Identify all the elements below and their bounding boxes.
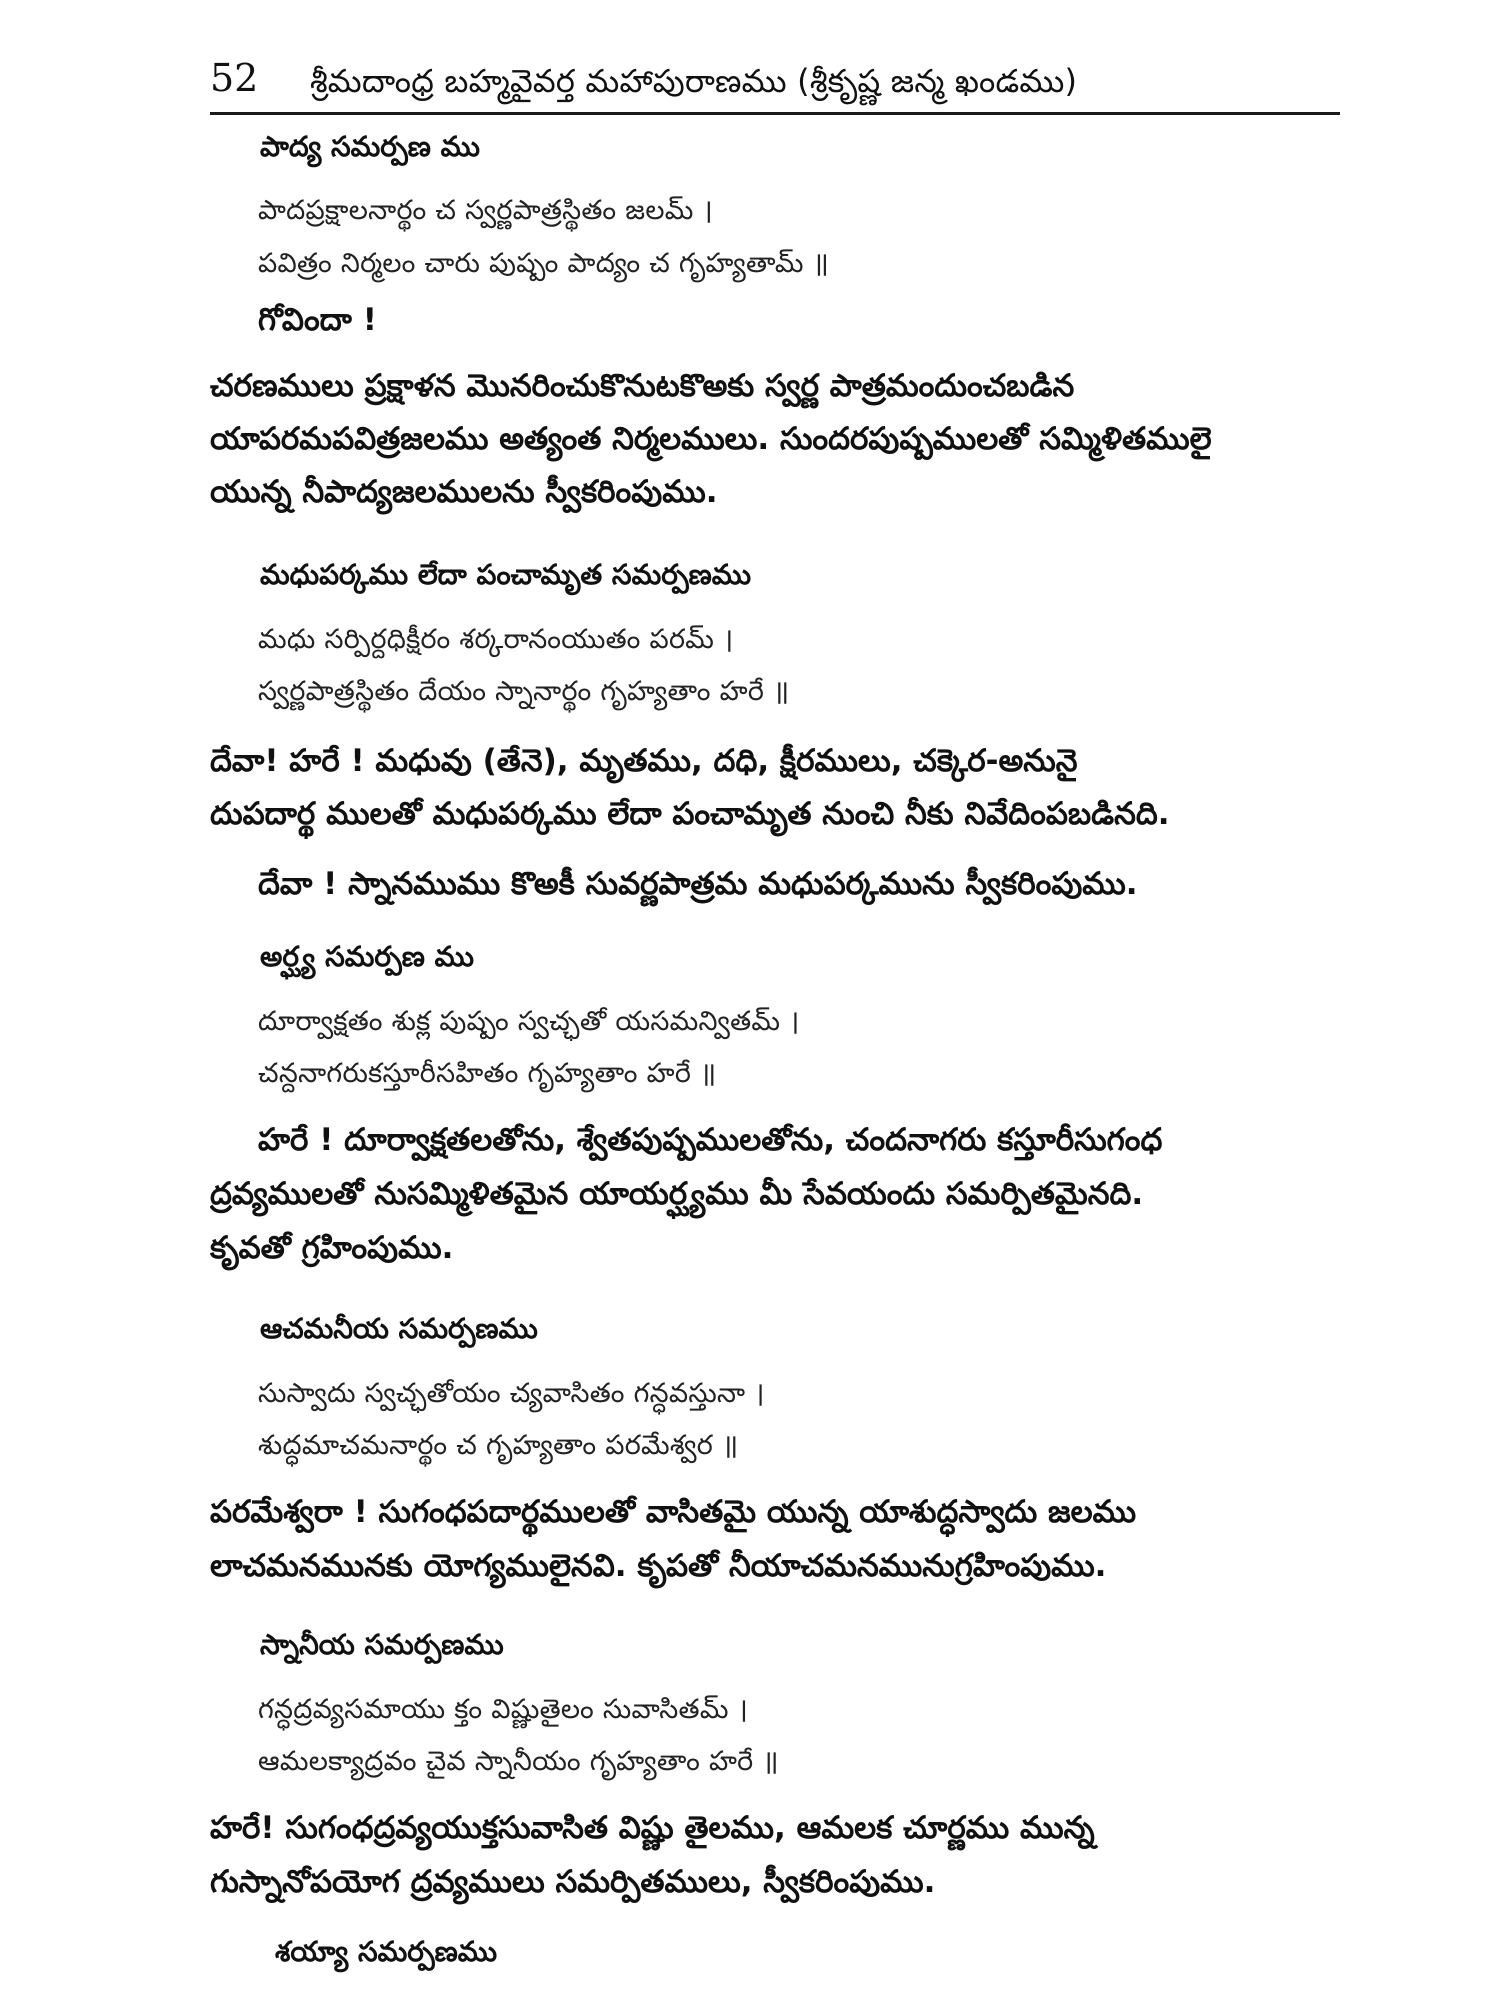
section-heading: ఆచమనీయ సమర్పణము bbox=[260, 1312, 538, 1345]
paragraph-line: దుపదార్థ ములతో మధుపర్కము లేదా పంచామృత నుంచి నీకు నివేదింపబడినది. bbox=[210, 796, 1170, 832]
section-heading: శయ్యా సమర్పణము bbox=[275, 1935, 498, 1968]
paragraph-line: దేవా ! స్నానముము కొఅకీ సువర్ణపాత్రమ మధుపర్కమును స్వీకరింపుము. bbox=[258, 866, 1138, 902]
verse-line: చన్దనాగరుకస్తూరీసహితం గృహ్యతాం హరే ॥ bbox=[258, 1058, 717, 1089]
section-heading: స్నానీయ సమర్పణము bbox=[260, 1628, 504, 1661]
paragraph-line: లాచమనమునకు యోగ్యములైనవి. కృపతో నీయాచమనమునుగ్రహింపుము. bbox=[210, 1548, 1107, 1584]
paragraph-line: యాపరమపవిత్రజలము అత్యంత నిర్మలములు. సుందరపుష్పములతో సమ్మిళితములై bbox=[210, 421, 1212, 457]
paragraph-line: హరే! సుగంధద్రవ్యయుక్తసువాసిత విష్ణు తైలము, ఆమలక చూర్ణము మున్న bbox=[210, 1810, 1095, 1846]
paragraph-line: ద్రవ్యములతో నుసమ్మిళితమైన యాయర్ఘ్యము మీ సేవయందు సమర్పితమైనది. bbox=[210, 1176, 1144, 1212]
verse-line: పాదప్రక్షాలనార్థం చ స్వర్ణపాత్రస్థితం జలమ్ । bbox=[258, 195, 714, 226]
verse-line: శుద్ధమాచమనార్థం చ గృహ్యతాం పరమేశ్వర ॥ bbox=[258, 1430, 739, 1461]
verse-line: మధు సర్పిర్దధిక్షీరం శర్కరానంయుతం పరమ్ । bbox=[258, 624, 734, 655]
verse-line: దూర్వాక్షతం శుక్ల పుష్పం స్వచ్ఛతో యసమన్వితమ్ । bbox=[258, 1006, 800, 1037]
paragraph-line: కృవతో గ్రహింపుము. bbox=[210, 1230, 454, 1266]
paragraph-line: చరణములు ప్రక్షాళన మొనరించుకొనుటకొఅకు స్వర్ణ పాత్రమందుంచబడిన bbox=[210, 368, 1075, 404]
page-header bbox=[210, 52, 1340, 112]
section-heading: మధుపర్కము లేదా పంచామృత సమర్పణము bbox=[260, 558, 752, 591]
verse-line: స్వర్ణపాత్రస్థితం దేయం స్నానార్థం గృహ్యతాం హరే ॥ bbox=[258, 676, 790, 707]
verse-line: గన్ధద్రవ్యసమాయు క్తం విష్ణుతైలం సువాసితమ్ । bbox=[258, 1694, 749, 1725]
page-number: 52 bbox=[210, 56, 259, 100]
paragraph-line: దేవా! హరే ! మధువు (తేనె), మృతము, దధి, క్షీరములు, చక్కెర-అనునై bbox=[210, 743, 1078, 779]
paragraph-line: యున్న నీపాద్యజలములను స్వీకరింపుము. bbox=[210, 474, 718, 510]
verse-line: పవిత్రం నిర్మలం చారు పుష్పం పాద్యం చ గృహ్యతామ్ ॥ bbox=[258, 248, 830, 279]
running-title: శ్రీమదాంధ్ర బహ్మవైవర్త మహాపురాణము (శ్రీకృష్ణ జన్మ ఖండము) bbox=[310, 62, 1078, 100]
section-heading: పాద్య సమర్పణ ము bbox=[260, 130, 480, 163]
paragraph-line: గుస్నానోపయోగ ద్రవ్యములు సమర్పితములు, స్వీకరింపుము. bbox=[210, 1864, 936, 1900]
section-heading: అర్ఘ్య సమర్పణ ము bbox=[260, 940, 474, 973]
verse-line: ఆమలక్యాద్రవం చైవ స్నానీయం గృహ్యతాం హరే ॥ bbox=[258, 1746, 779, 1777]
paragraph-line: హరే ! దూర్వాక్షతలతోను, శ్వేతపుష్పములతోను, చందనాగరు కస్తూరీసుగంధ bbox=[258, 1122, 1163, 1158]
verse-line: సుస్వాదు స్వచ్ఛతోయం చ్యవాసితం గన్ధవస్తునా । bbox=[258, 1378, 765, 1409]
invocation: గోవిందా ! bbox=[258, 302, 377, 338]
paragraph-line: పరమేశ్వరా ! సుగంధపదార్థములతో వాసితమై యున్న యాశుద్ధస్వాదు జలము bbox=[210, 1494, 1137, 1530]
header-rule bbox=[210, 112, 1340, 115]
